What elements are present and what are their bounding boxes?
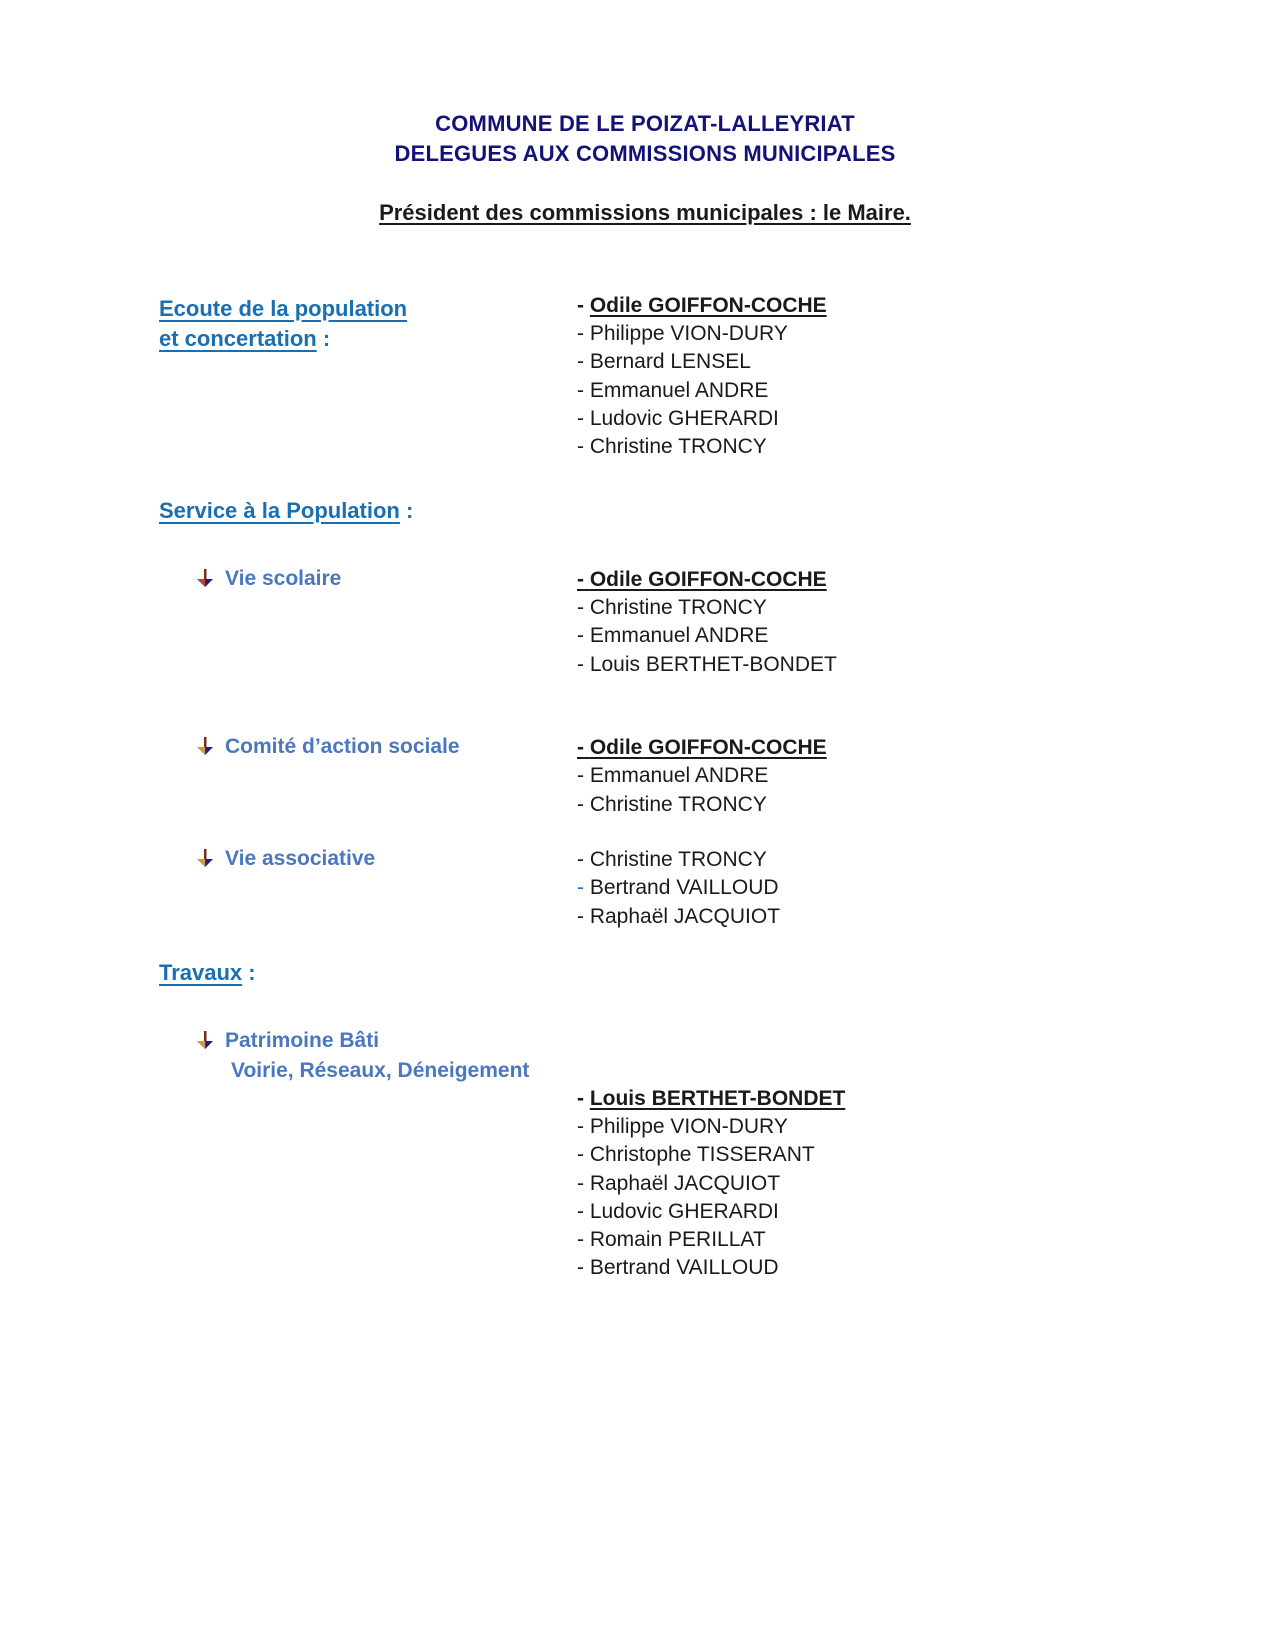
section-heading-service-text: Service à la Population <box>159 498 400 523</box>
member-item: - Emmanuel ANDRE <box>577 378 769 402</box>
member-item: - Louis BERTHET-BONDET <box>577 652 837 676</box>
member-lead: - Odile GOIFFON-COCHE <box>577 294 827 317</box>
members-list-vie-associative <box>577 846 780 931</box>
arrow-down-bullet-icon <box>195 736 215 756</box>
arrow-down-bullet-icon <box>195 1030 215 1050</box>
member-item: - Ludovic GHERARDI <box>577 1199 779 1223</box>
member-item: - Christine TRONCY <box>577 792 767 816</box>
member-item: - Ludovic GHERARDI <box>577 406 779 430</box>
member-item: - Raphaël JACQUIOT <box>577 1171 781 1195</box>
section-heading-ecoute <box>159 296 407 322</box>
member-item: - Bertrand VAILLOUD <box>577 1256 779 1280</box>
subsection-vie-scolaire-label: Vie scolaire <box>225 567 342 590</box>
members-list-ecoute <box>577 292 827 461</box>
subsection-vie-associative <box>195 847 375 871</box>
member-lead: - Louis BERTHET-BONDET <box>577 1087 846 1110</box>
subsection-vie-associative-label: Vie associative <box>225 847 376 870</box>
document-title-line-2: DELEGUES AUX COMMISSIONS MUNICIPALES <box>394 141 896 166</box>
members-list-vie-scolaire <box>577 566 837 679</box>
member-item: - Emmanuel ANDRE <box>577 764 769 788</box>
section-heading-ecoute-colon: : <box>316 326 331 351</box>
member-lead: - Odile GOIFFON-COCHE <box>577 568 827 591</box>
member-lead: - Odile GOIFFON-COCHE <box>577 736 827 759</box>
member-item: - Christine TRONCY <box>577 848 767 871</box>
section-heading-travaux-text: Travaux <box>159 960 243 985</box>
president-line <box>0 200 1275 226</box>
section-heading-travaux-colon: : <box>242 960 256 985</box>
subsection-patrimoine-label-2: Voirie, Réseaux, Déneigement <box>231 1059 530 1082</box>
subsection-vie-scolaire <box>195 567 341 591</box>
subsection-patrimoine <box>195 1029 529 1083</box>
members-list-comite <box>577 734 827 819</box>
member-item: - Bertrand VAILLOUD <box>577 876 779 900</box>
section-heading-ecoute-line1: Ecoute de la population <box>159 296 408 321</box>
president-text: Président des commissions municipales : le Maire. <box>379 200 911 225</box>
member-item: - Bernard LENSEL <box>577 350 751 374</box>
member-item: - Christine TRONCY <box>577 435 767 459</box>
member-item: - Raphaël JACQUIOT <box>577 904 781 928</box>
subsection-comite-action-sociale <box>195 735 460 759</box>
subsection-patrimoine-label-1: Patrimoine Bâti <box>225 1029 380 1052</box>
member-item: - Christophe TISSERANT <box>577 1143 815 1167</box>
member-item: - Philippe VION-DURY <box>577 1115 788 1139</box>
section-heading-service <box>159 498 413 524</box>
member-item: - Christine TRONCY <box>577 596 767 620</box>
arrow-down-bullet-icon <box>195 848 215 868</box>
section-heading-ecoute-line2: et concertation <box>159 326 317 351</box>
members-list-patrimoine <box>577 1085 845 1282</box>
section-heading-service-colon: : <box>399 498 414 523</box>
member-item: - Philippe VION-DURY <box>577 322 788 346</box>
member-item: - Romain PERILLAT <box>577 1228 766 1252</box>
arrow-down-bullet-icon <box>195 568 215 588</box>
member-item: - Emmanuel ANDRE <box>577 624 769 648</box>
document-title-line-1: COMMUNE DE LE POIZAT-LALLEYRIAT <box>435 111 855 136</box>
subsection-comite-label: Comité d’action sociale <box>225 735 460 758</box>
section-heading-ecoute-2 <box>159 326 330 352</box>
section-heading-travaux <box>159 960 256 986</box>
